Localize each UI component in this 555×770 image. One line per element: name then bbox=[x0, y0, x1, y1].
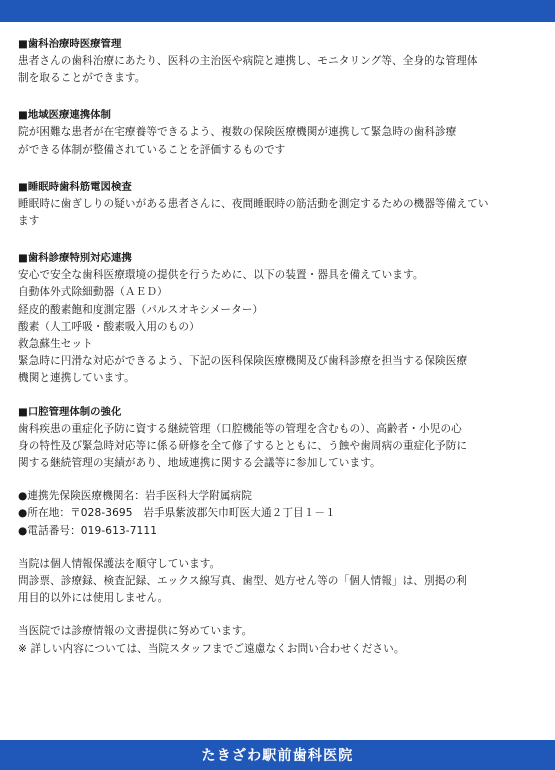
section-oral-management bbox=[18, 404, 538, 473]
section-line: 緊急時に円滑な対応ができるよう、下記の医科保険医療機関及び歯科診療を担当する保険医療 bbox=[18, 355, 468, 368]
equipment-item: 酸素（人工呼吸・酸素吸入用のもの） bbox=[18, 320, 200, 333]
section-line: ます bbox=[18, 215, 40, 228]
equipment-item: 経皮的酸素飽和度測定器（パルスオキシメーター） bbox=[18, 303, 264, 316]
section-line: ができる体制が整備されていることを評価するものです bbox=[18, 143, 286, 156]
section-heading: ■口腔管理体制の強化 bbox=[18, 405, 122, 418]
privacy-policy bbox=[18, 556, 538, 608]
section-regional-cooperation bbox=[18, 107, 538, 158]
document-body bbox=[18, 36, 538, 658]
notice-line: ※ 詳しい内容については、当院スタッフまでご遠慮なくお問い合わせください。 bbox=[18, 642, 405, 655]
section-heading: ■睡眠時歯科筋電図検査 bbox=[18, 180, 132, 193]
section-line: 関する継続管理の実績があり、地域連携に関する会議等に参加しています。 bbox=[18, 457, 381, 470]
privacy-line: 当院は個人情報保護法を順守しています。 bbox=[18, 557, 221, 570]
section-line: 院が困難な患者が在宅療養等できるよう、複数の保険医療機関が連携して緊急時の歯科診療 bbox=[18, 126, 457, 139]
section-line: 歯科疾患の重症化予防に資する継続管理（口腔機能等の管理を含むもの）、高齢者・小児の心 bbox=[18, 422, 462, 435]
partner-hospital-name: ●連携先保険医療機関名：岩手医科大学附属病院 bbox=[18, 490, 252, 503]
partner-hospital-phone: ●電話番号：019-613-7111 bbox=[18, 524, 158, 537]
section-sleep-emg bbox=[18, 179, 538, 230]
top-header-bar bbox=[0, 0, 555, 22]
equipment-item: 自動体外式除細動器（ＡＥＤ） bbox=[18, 286, 168, 299]
clinic-name: たきざわ駅前歯科医院 bbox=[201, 748, 354, 764]
section-line: 患者さんの歯科治療にあたり、医科の主治医や病院と連携し、モニタリング等、全身的な管理体 bbox=[18, 55, 478, 67]
section-medical-management bbox=[18, 36, 538, 87]
footer-bar bbox=[0, 740, 555, 770]
section-special-care bbox=[18, 250, 538, 387]
section-line: 身の特性及び緊急時対応等に係る研修を全て修了するとともに、う蝕や歯周病の重症化予防に bbox=[18, 439, 468, 452]
privacy-line: 問診票、診療録、検査記録、エックス線写真、歯型、処方せん等の「個人情報」は、別掲の利 bbox=[18, 575, 467, 588]
section-heading: ■歯科治療時医療管理 bbox=[18, 38, 122, 50]
contact-info bbox=[18, 488, 538, 540]
section-line: 睡眠時に歯ぎしりの疑いがある患者さんに、夜間睡眠時の筋活動を測定するための機器等備えてい bbox=[18, 197, 489, 210]
privacy-line: 用目的以外には使用しません。 bbox=[18, 592, 169, 605]
notice-line: 当医院では診療情報の文書提供に努めています。 bbox=[18, 625, 253, 638]
section-line: 制を取ることができます。 bbox=[18, 72, 146, 85]
partner-hospital-address: ●所在地：〒028-3695 岩手県紫波郡矢巾町医大通２丁目１－１ bbox=[18, 507, 336, 520]
information-notice bbox=[18, 623, 538, 657]
section-heading: ■地域医療連携体制 bbox=[18, 109, 111, 122]
section-heading: ■歯科診療特別対応連携 bbox=[18, 252, 132, 265]
equipment-item: 救急蘇生セット bbox=[18, 338, 93, 351]
section-line: 安心で安全な歯科医療環境の提供を行うために、以下の装置・器具を備えています。 bbox=[18, 269, 424, 282]
section-line: 機関と連携しています。 bbox=[18, 372, 135, 385]
